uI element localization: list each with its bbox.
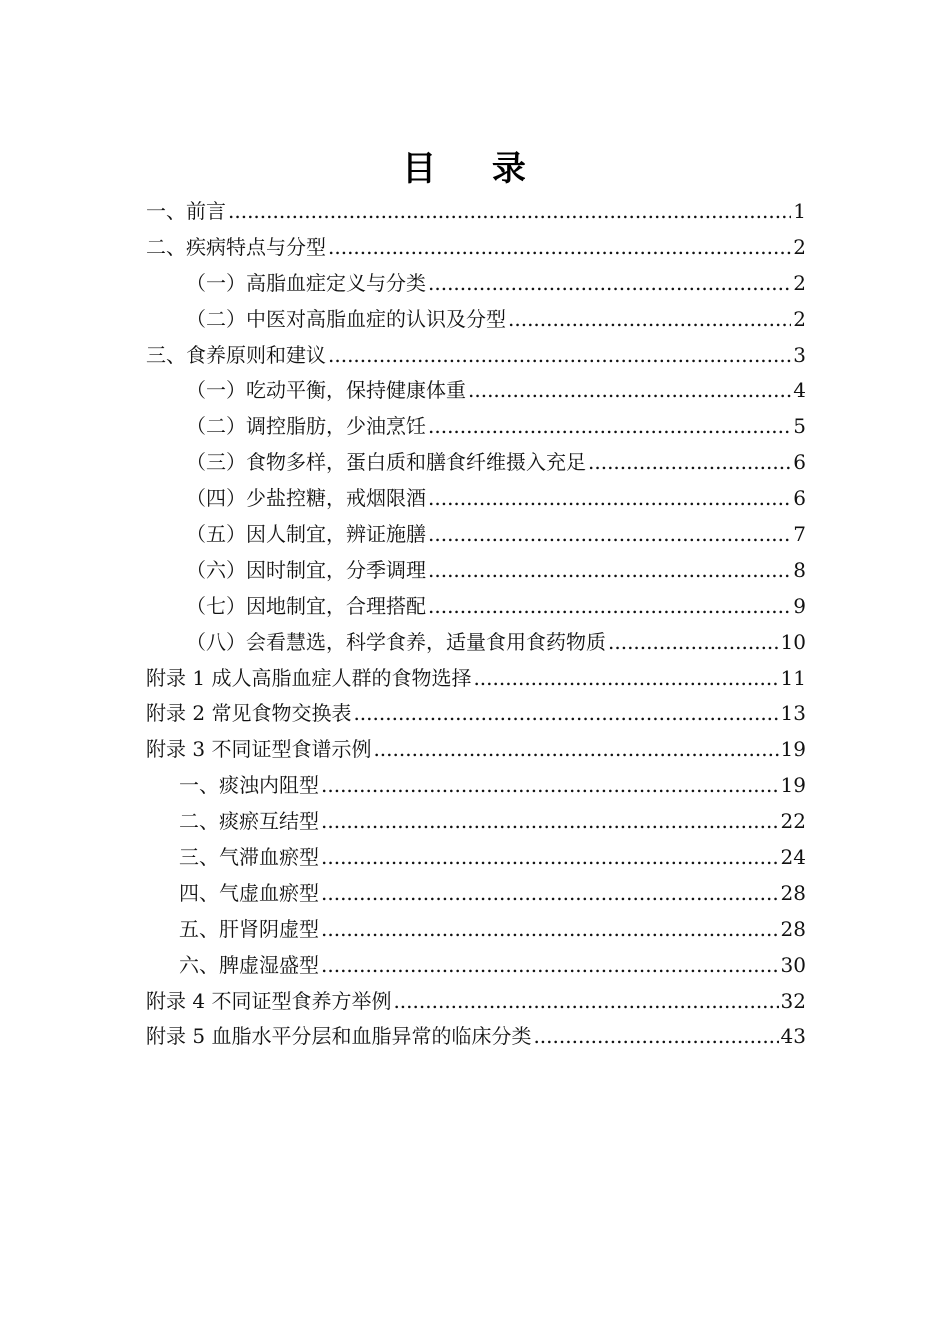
toc-entry-label: （一）吃动平衡，保持健康体重: [186, 378, 466, 403]
toc-entry[interactable]: [146, 948, 806, 984]
toc-entry-page-number: 24: [780, 845, 806, 870]
toc-entry[interactable]: [146, 230, 806, 266]
toc-entry-label: 四、气虚血瘀型: [179, 880, 319, 905]
toc-entry-page-number: 6: [793, 450, 806, 475]
toc-entry-page-number: 30: [780, 952, 806, 977]
toc-leader-dots: [321, 804, 779, 840]
toc-entry-label: 附录 3 不同证型食谱示例: [146, 737, 372, 762]
toc-entry[interactable]: [146, 302, 806, 338]
toc-entry-page-number: 19: [780, 737, 806, 762]
toc-entry-label: 六、脾虚湿盛型: [179, 952, 319, 977]
toc-leader-dots: [588, 445, 791, 481]
toc-entry[interactable]: [146, 373, 806, 409]
toc-leader-dots: [473, 661, 778, 697]
toc-entry[interactable]: [146, 409, 806, 445]
toc-entry-page-number: 43: [780, 1024, 806, 1049]
toc-entry[interactable]: [146, 517, 806, 553]
toc-entry-page-number: 11: [780, 665, 806, 690]
toc-entry-page-number: 4: [793, 378, 806, 403]
toc-entry[interactable]: [146, 732, 806, 768]
toc-leader-dots: [321, 768, 779, 804]
toc-entry-label: 附录 1 成人高脂血症人群的食物选择: [146, 665, 472, 690]
toc-leader-dots: [321, 948, 779, 984]
toc-entry-page-number: 3: [793, 342, 806, 367]
toc-entry-label: （二）调控脂肪，少油烹饪: [186, 414, 426, 439]
toc-entry-page-number: 9: [793, 593, 806, 618]
toc-leader-dots: [428, 481, 791, 517]
toc-entry-label: （六）因时制宜，分季调理: [186, 557, 426, 582]
toc-entry[interactable]: [146, 194, 806, 230]
toc-leader-dots: [428, 409, 791, 445]
toc-entry-label: 一、前言: [146, 199, 226, 223]
toc-leader-dots: [321, 876, 779, 912]
toc-entry[interactable]: [146, 768, 806, 804]
toc-leader-dots: [428, 517, 791, 553]
toc-entry[interactable]: [146, 840, 806, 876]
toc-entry-label: 二、疾病特点与分型: [146, 234, 326, 259]
table-of-contents: [146, 194, 806, 1055]
toc-leader-dots: [328, 230, 791, 266]
toc-entry[interactable]: [146, 984, 806, 1020]
toc-entry-label: 三、气滞血瘀型: [179, 845, 319, 870]
toc-entry-page-number: 5: [793, 414, 806, 439]
toc-entry[interactable]: [146, 553, 806, 589]
toc-entry[interactable]: [146, 1019, 806, 1055]
toc-entry-page-number: 19: [780, 773, 806, 798]
toc-leader-dots: [393, 984, 778, 1020]
toc-entry-page-number: 28: [780, 916, 806, 941]
toc-entry[interactable]: [146, 445, 806, 481]
toc-entry-label: 五、肝肾阴虚型: [179, 916, 319, 941]
toc-entry-label: （五）因人制宜，辨证施膳: [186, 522, 426, 547]
toc-entry[interactable]: [146, 661, 806, 697]
toc-entry[interactable]: [146, 804, 806, 840]
toc-leader-dots: [508, 302, 791, 338]
toc-entry-label: （七）因地制宜，合理搭配: [186, 593, 426, 618]
toc-entry-page-number: 28: [780, 880, 806, 905]
toc-leader-dots: [228, 194, 791, 230]
toc-leader-dots: [428, 589, 791, 625]
toc-leader-dots: [328, 338, 791, 374]
toc-entry-label: 附录 5 血脂水平分层和血脂异常的临床分类: [146, 1024, 532, 1049]
toc-entry-page-number: 8: [793, 557, 806, 582]
toc-entry[interactable]: [146, 696, 806, 732]
toc-entry-page-number: 2: [793, 306, 806, 331]
toc-leader-dots: [428, 553, 791, 589]
toc-entry-page-number: 22: [780, 809, 806, 834]
toc-leader-dots: [608, 625, 779, 661]
toc-entry[interactable]: [146, 912, 806, 948]
toc-entry[interactable]: [146, 625, 806, 661]
toc-entry-page-number: 10: [780, 629, 806, 654]
toc-leader-dots: [321, 840, 779, 876]
toc-entry-page-number: 1: [793, 199, 806, 223]
toc-leader-dots: [468, 373, 791, 409]
toc-leader-dots: [321, 912, 779, 948]
toc-entry-page-number: 32: [780, 988, 806, 1013]
toc-title: 目 录: [402, 149, 548, 189]
toc-entry-label: （四）少盐控糖，戒烟限酒: [186, 486, 426, 511]
toc-entry-label: 附录 4 不同证型食养方举例: [146, 988, 392, 1013]
toc-entry-label: （一）高脂血症定义与分类: [186, 270, 426, 295]
toc-entry[interactable]: [146, 266, 806, 302]
toc-leader-dots: [373, 732, 778, 768]
toc-entry-label: （三）食物多样，蛋白质和膳食纤维摄入充足: [186, 450, 586, 475]
toc-entry-page-number: 2: [793, 234, 806, 259]
toc-entry-page-number: 6: [793, 486, 806, 511]
toc-entry-page-number: 2: [793, 270, 806, 295]
toc-leader-dots: [533, 1019, 778, 1055]
toc-entry[interactable]: [146, 876, 806, 912]
toc-leader-dots: [353, 696, 778, 732]
toc-entry-label: 二、痰瘀互结型: [179, 809, 319, 834]
toc-entry-label: 附录 2 常见食物交换表: [146, 701, 352, 726]
toc-entry[interactable]: [146, 481, 806, 517]
toc-entry-label: 一、痰浊内阻型: [179, 773, 319, 798]
toc-entry[interactable]: [146, 589, 806, 625]
toc-entry[interactable]: [146, 338, 806, 374]
toc-entry-page-number: 7: [793, 522, 806, 547]
toc-entry-label: （二）中医对高脂血症的认识及分型: [186, 306, 506, 331]
toc-leader-dots: [428, 266, 791, 302]
toc-entry-label: 三、食养原则和建议: [146, 342, 326, 367]
toc-entry-page-number: 13: [780, 701, 806, 726]
toc-entry-label: （八）会看慧选，科学食养，适量食用食药物质: [186, 629, 606, 654]
